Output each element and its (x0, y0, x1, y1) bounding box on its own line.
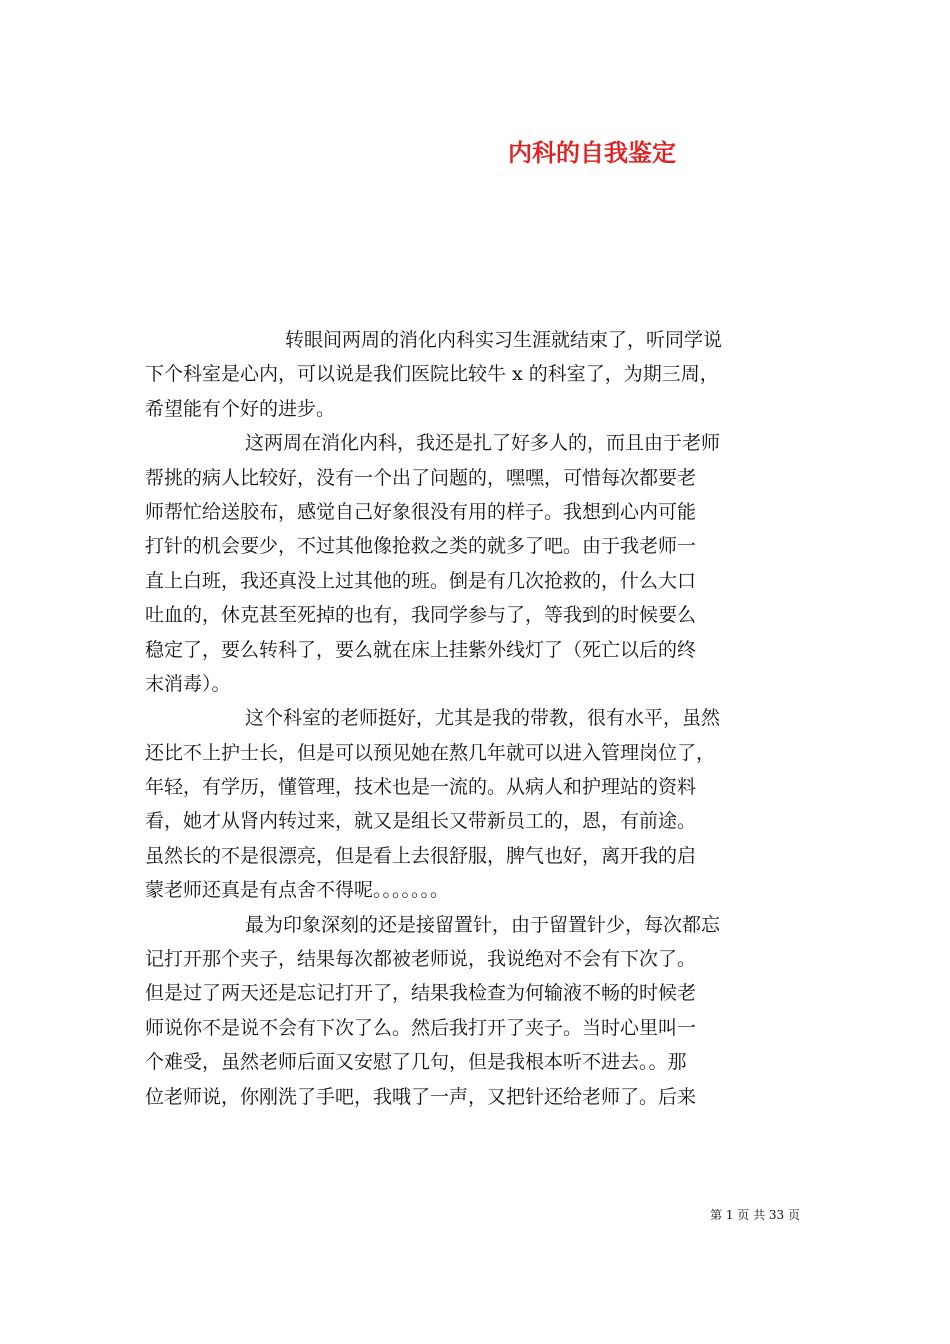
body-line: 虽然长的不是很漂亮，但是看上去很舒服，脾气也好，离开我的启 (145, 844, 697, 867)
body-line: 师帮忙给送胶布，感觉自己好象很没有用的样子。我想到心内可能 (145, 500, 697, 523)
page-footer: 第 1 页 共 33 页 (710, 1208, 800, 1222)
body-line: 吐血的，休克甚至死掉的也有，我同学参与了，等我到的时候要么 (145, 604, 697, 627)
body-line: 最为印象深刻的还是接留置针，由于留置针少，每次都忘 (245, 913, 721, 936)
body-line: 但是过了两天还是忘记打开了，结果我检查为何输液不畅的时候老 (145, 982, 697, 1005)
body-line: 记打开那个夹子，结果每次都被老师说，我说绝对不会有下次了。 (145, 948, 697, 971)
document-title: 内科的自我鉴定 (508, 138, 676, 167)
body-line: 希望能有个好的进步。 (145, 397, 336, 420)
body-line: 位老师说，你刚洗了手吧，我哦了一声，又把针还给老师了。后来 (145, 1085, 697, 1108)
body-line: 直上白班，我还真没上过其他的班。倒是有几次抢救的，什么大口 (145, 569, 697, 592)
body-line: 稳定了，要么转科了，要么就在床上挂紫外线灯了（死亡以后的终 (145, 638, 697, 661)
body-line: 末消毒）。 (145, 672, 231, 695)
body-line: 师说你不是说不会有下次了么。然后我打开了夹子。当时心里叫一 (145, 1016, 697, 1039)
body-line: 下个科室是心内，可以说是我们医院比较牛 x 的科室了，为期三周， (145, 363, 719, 386)
body-line: 转眼间两周的消化内科实习生涯就结束了，听同学说 (285, 329, 723, 351)
body-line: 看，她才从肾内转过来，就又是组长又带新员工的，恩，有前途。 (145, 810, 697, 833)
document-body (145, 323, 805, 1114)
body-line: 年轻，有学历，懂管理，技术也是一流的。从病人和护理站的资料 (145, 776, 697, 799)
body-line: 帮挑的病人比较好，没有一个出了问题的，嘿嘿，可惜每次都要老 (145, 466, 697, 489)
body-line: 这两周在消化内科，我还是扎了好多人的，而且由于老师 (245, 432, 721, 455)
body-line: 打针的机会要少，不过其他像抢救之类的就多了吧。由于我老师一 (145, 535, 697, 558)
body-line: 这个科室的老师挺好，尤其是我的带教，很有水平，虽然 (245, 707, 721, 730)
body-line: 还比不上护士长，但是可以预见她在熬几年就可以进入管理岗位了， (145, 741, 716, 764)
body-line: 个难受，虽然老师后面又安慰了几句，但是我根本听不进去。。那 (145, 1051, 687, 1074)
body-line: 蒙老师还真是有点舍不得呢。。。。。。。 (145, 879, 450, 902)
